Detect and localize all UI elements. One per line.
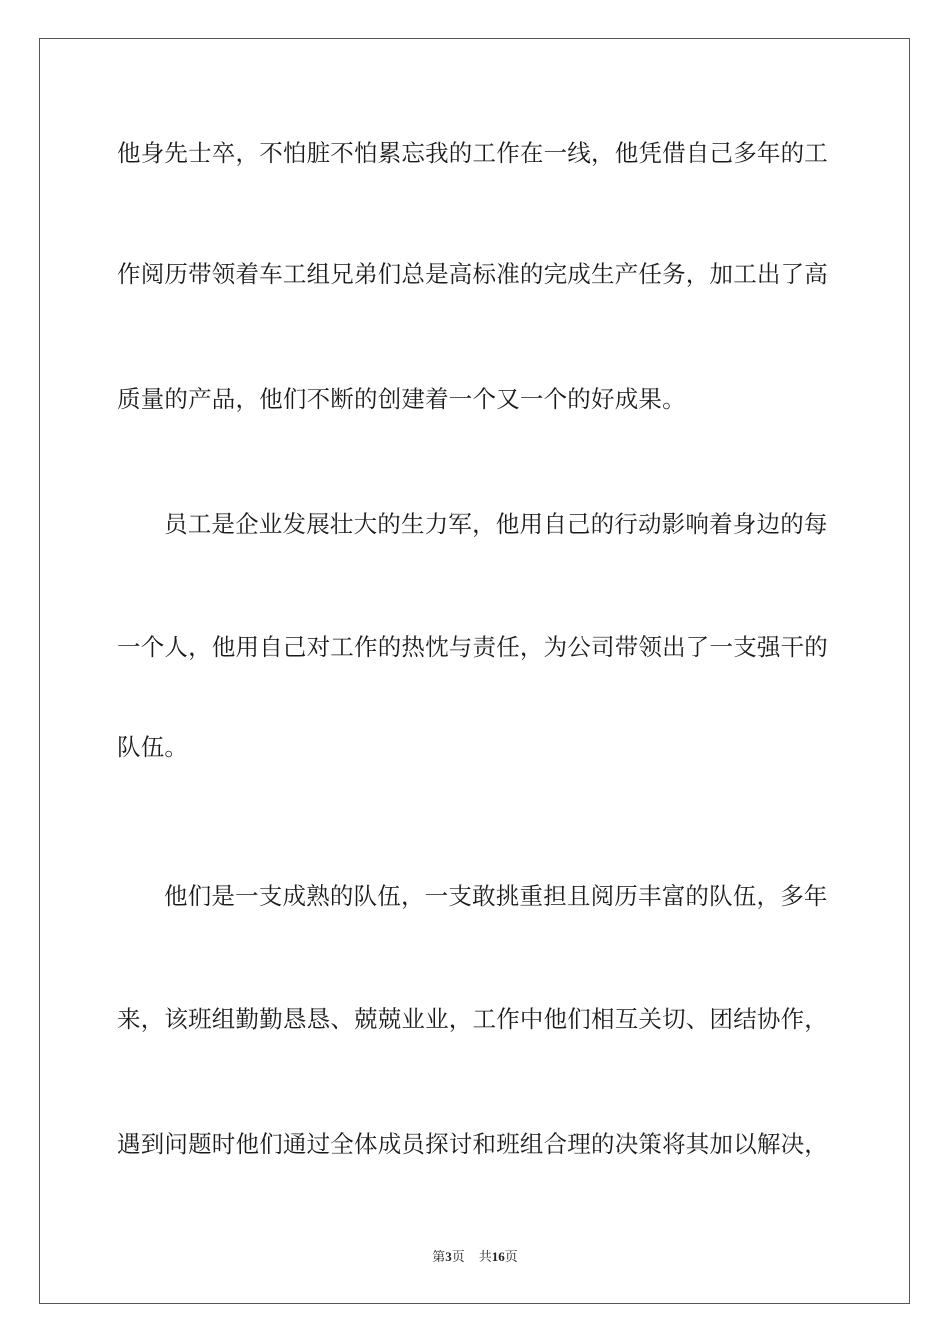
text-line: 遇到问题时他们通过全体成员探讨和班组合理的决策将其加以解决， xyxy=(117,1130,828,1158)
text-line: 队伍。 xyxy=(117,733,189,761)
page-footer xyxy=(0,1249,950,1265)
total-prefix: 共 xyxy=(478,1249,492,1264)
text-line: 来，该班组勤勤恳恳、兢兢业业，工作中他们相互关切、团结协作， xyxy=(117,1005,828,1033)
page-number: 3 xyxy=(445,1249,452,1264)
page-suffix: 页 xyxy=(451,1249,465,1264)
total-suffix: 页 xyxy=(504,1249,518,1264)
total-pages: 16 xyxy=(491,1249,505,1264)
page-border xyxy=(39,38,910,1304)
text-line: 质量的产品，他们不断的创建着一个又一个的好成果。 xyxy=(117,385,686,413)
paragraph-start-line: 他们是一支成熟的队伍，一支敢挑重担且阅历丰富的队伍，多年 xyxy=(164,882,828,910)
text-line: 一个人，他用自己对工作的热忱与责任，为公司带领出了一支强干的 xyxy=(117,633,828,661)
text-line: 他身先士卒，不怕脏不怕累忘我的工作在一线，他凭借自己多年的工 xyxy=(117,139,828,167)
text-line: 作阅历带领着车工组兄弟们总是高标准的完成生产任务，加工出了高 xyxy=(117,260,828,288)
page-prefix: 第 xyxy=(432,1249,446,1264)
paragraph-start-line: 员工是企业发展壮大的生力军，他用自己的行动影响着身边的每 xyxy=(164,510,828,538)
